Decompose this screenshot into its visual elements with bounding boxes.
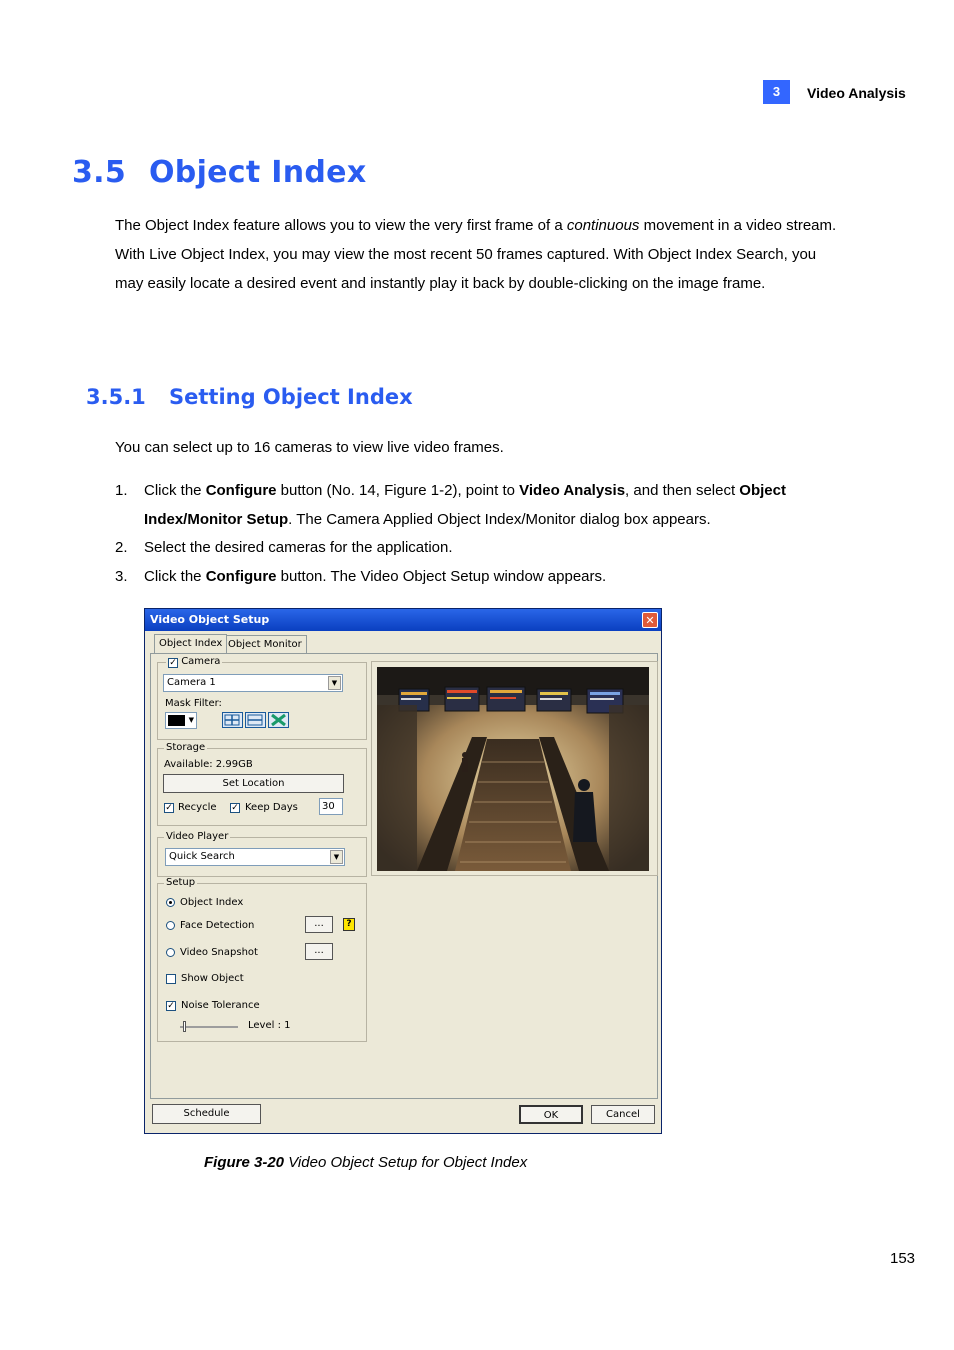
- video-player-value: Quick Search: [169, 851, 235, 862]
- object-index-radio[interactable]: [166, 898, 175, 907]
- step-bold: Object Index/Monitor Setup: [144, 482, 786, 528]
- step-bold: Configure: [205, 567, 277, 585]
- section-title: Object Index: [149, 155, 367, 190]
- camera-label: Camera: [181, 656, 221, 667]
- face-detection-settings-button[interactable]: ...: [305, 916, 333, 933]
- step-item: [115, 534, 845, 563]
- storage-group: [157, 742, 367, 826]
- section-number: 3.5: [72, 155, 127, 190]
- subsection-title: Setting Object Index: [169, 385, 413, 409]
- help-icon[interactable]: ?: [343, 918, 355, 931]
- clear-mask-icon[interactable]: [269, 713, 289, 728]
- noise-tolerance-slider[interactable]: [180, 1026, 238, 1028]
- step-text: button (No. 14, Figure 1-2), point to: [276, 482, 520, 499]
- close-icon[interactable]: ✕: [642, 612, 658, 628]
- video-player-select[interactable]: [165, 848, 345, 866]
- step-text: , and then select: [625, 482, 740, 499]
- face-detection-radio[interactable]: [166, 921, 175, 930]
- remove-mask-icon[interactable]: [246, 713, 266, 728]
- step-text: Click the: [144, 567, 206, 585]
- add-mask-icon[interactable]: [223, 713, 243, 728]
- face-detection-label: Face Detection: [180, 920, 255, 931]
- show-object-label: Show Object: [181, 973, 244, 984]
- step-number: 2.: [115, 539, 128, 556]
- intro-paragraph: [115, 211, 845, 298]
- mask-filter-label: Mask Filter:: [165, 698, 222, 709]
- step-text: button. The Video Object Setup window appears.: [276, 567, 607, 585]
- page-number: 153: [890, 1250, 916, 1267]
- figure-label: Figure 3-20: [204, 1154, 285, 1171]
- object-index-label: Object Index: [180, 897, 244, 908]
- chevron-down-icon[interactable]: ▼: [330, 850, 343, 864]
- setup-group-label: Setup: [166, 877, 196, 888]
- step-text: Select the desired cameras for the application.: [144, 539, 453, 556]
- video-snapshot-label: Video Snapshot: [180, 947, 258, 958]
- step-item: [115, 563, 845, 592]
- chapter-title: Video Analysis: [807, 85, 906, 101]
- setup-group: [157, 877, 367, 1042]
- video-snapshot-radio[interactable]: [166, 948, 175, 957]
- recycle-checkbox[interactable]: ✓: [165, 803, 173, 813]
- camera-preview: [371, 661, 658, 876]
- subsection-number: 3.5.1: [86, 385, 146, 409]
- tab-object-monitor[interactable]: Object Monitor: [223, 635, 307, 653]
- video-object-setup-dialog: [144, 608, 662, 1134]
- step-text: . The Camera Applied Object Index/Monitor dialog box appears.: [288, 510, 711, 528]
- camera-checkbox[interactable]: ✓: [169, 658, 177, 668]
- step-text: Click the: [144, 482, 206, 499]
- distant-figure: [462, 752, 468, 772]
- step-number: 1.: [115, 482, 128, 499]
- step-item: [115, 477, 845, 534]
- camera-group: [157, 656, 367, 740]
- mask-color-picker[interactable]: [165, 712, 197, 729]
- dialog-titlebar: [145, 609, 661, 631]
- subsection-heading: [86, 385, 413, 409]
- cancel-button[interactable]: Cancel: [591, 1105, 655, 1124]
- available-space: Available: 2.99GB: [164, 759, 253, 770]
- subway-escalator-image: [377, 667, 649, 871]
- mask-tool-icons: [222, 712, 290, 729]
- set-location-button[interactable]: Set Location: [163, 774, 344, 793]
- schedule-button[interactable]: Schedule: [152, 1104, 261, 1124]
- ok-button[interactable]: OK: [519, 1105, 583, 1124]
- tab-object-index[interactable]: Object Index: [154, 634, 227, 653]
- intro-emphasis: continuous: [566, 217, 640, 234]
- camera-group-label: [166, 656, 222, 668]
- step-number: 3.: [115, 567, 128, 585]
- storage-group-label: Storage: [166, 742, 206, 753]
- keep-days-input[interactable]: 30: [319, 798, 343, 815]
- chevron-down-icon[interactable]: ▼: [328, 676, 341, 690]
- dialog-title: Video Object Setup: [150, 613, 270, 626]
- keep-days-checkbox[interactable]: ✓: [231, 803, 239, 813]
- show-object-checkbox[interactable]: [166, 974, 176, 984]
- subsection-intro: You can select up to 16 cameras to view live video frames.: [115, 439, 504, 456]
- camera-select[interactable]: [163, 674, 343, 692]
- step-bold: Configure: [205, 482, 277, 499]
- figure-caption: [204, 1154, 527, 1171]
- color-swatch: [168, 715, 185, 726]
- video-snapshot-settings-button[interactable]: ...: [305, 943, 333, 960]
- chapter-badge: 3: [763, 80, 790, 104]
- section-heading: [72, 155, 366, 190]
- figure-caption-text: Video Object Setup for Object Index: [284, 1154, 528, 1171]
- video-player-group: [157, 831, 367, 877]
- camera-select-value: Camera 1: [167, 677, 216, 688]
- noise-tolerance-checkbox[interactable]: ✓: [167, 1001, 175, 1011]
- chevron-down-icon: ▼: [188, 716, 194, 724]
- step-bold: Video Analysis: [519, 482, 626, 499]
- recycle-label: Recycle: [178, 802, 217, 813]
- keep-days-label: Keep Days: [245, 802, 298, 813]
- steps-list: [115, 477, 845, 591]
- slider-handle[interactable]: [183, 1021, 186, 1032]
- video-player-group-label: Video Player: [166, 831, 229, 842]
- intro-text-2: movement in a video stream. With Live Object Index, you may view the most recent 50 frames captured. With Object Index Search, you may easily locate a desired event and instantly play it back by double-clicking on the image frame.: [115, 217, 837, 292]
- intro-text-1: The Object Index feature allows you to view the very first frame of a: [115, 217, 567, 234]
- noise-level-label: Level : 1: [248, 1020, 291, 1031]
- noise-tolerance-label: Noise Tolerance: [181, 1000, 260, 1011]
